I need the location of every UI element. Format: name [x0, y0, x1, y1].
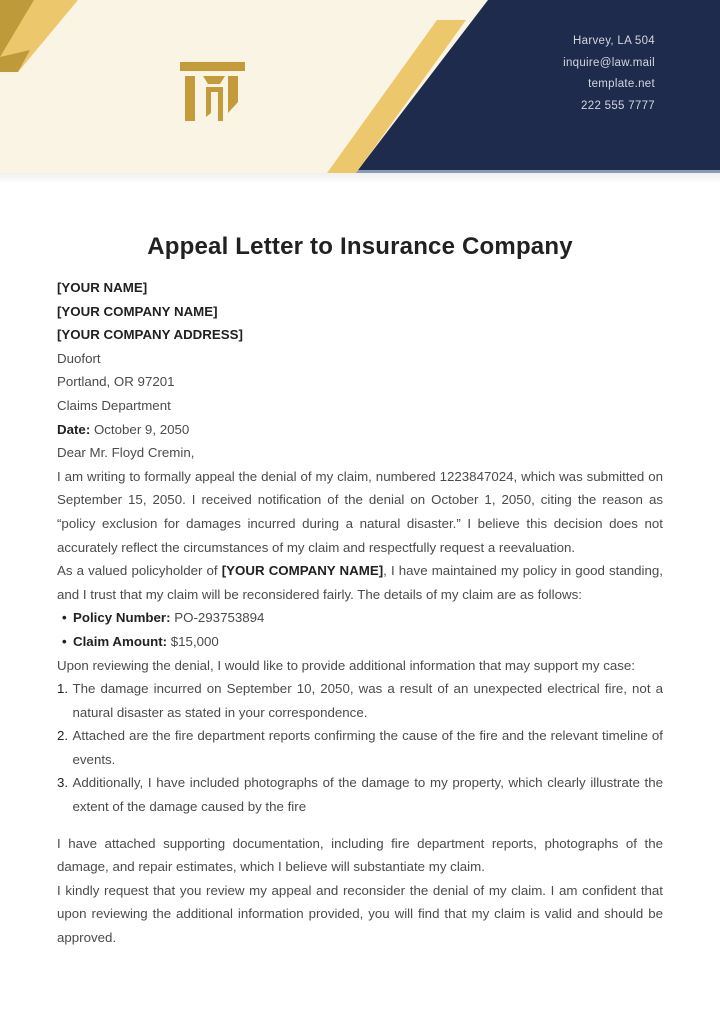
- text: Additionally, I have included photographs of the damage to my property, which clearly illustrate the extent of the damage caused by the fire: [72, 775, 663, 815]
- text: The damage incurred on September 10, 2050, was a result of an unexpected electrical fire, not a natural disaster as stated in your correspondence.: [72, 681, 663, 720]
- header-bottom-edge: [354, 170, 720, 173]
- bold-text: [YOUR COMPANY NAME]: [57, 303, 218, 319]
- address-line: [57, 323, 663, 347]
- text: $15,000: [167, 633, 219, 649]
- text: October 9, 2050: [90, 421, 190, 437]
- address-line: [57, 370, 663, 394]
- text: I am writing to formally appeal the denial of my claim, numbered 1223847024, which was submitted on September 15, 2050. I received notification of the denial on October 1, 2050, citing the reason as “policy exclusion for damages incurred during a natural disaster.” I believe this decision does not accurately reflect the circumstances of my claim and respectfully request a reevaluation.: [57, 468, 663, 555]
- bullet-item: [57, 606, 663, 630]
- letter-body: [57, 276, 663, 950]
- documentation-paragraph: [57, 832, 663, 879]
- item-number: 2.: [57, 728, 69, 744]
- address-block: [57, 276, 663, 465]
- contact-line: inquire@law.mail: [563, 56, 655, 69]
- address-line: [57, 418, 663, 442]
- additional-info-intro: [57, 654, 663, 678]
- address-line: [57, 300, 663, 324]
- closing-paragraph: [57, 879, 663, 950]
- contact-block: [563, 31, 655, 118]
- item-number: 3.: [57, 775, 69, 791]
- policyholder-paragraph: [57, 559, 663, 606]
- address-line: [57, 347, 663, 371]
- text: I kindly request that you review my appeal and reconsider the denial of my claim. I am confident that upon reviewing the additional information provided, you will find that my claim is valid and should be approved.: [57, 882, 663, 946]
- contact-line: 222 555 7777: [581, 100, 655, 113]
- address-line: [57, 276, 663, 300]
- text: Upon reviewing the denial, I would like to provide additional information that may support my case:: [57, 657, 635, 673]
- text: Duofort: [57, 350, 101, 366]
- bold-text: [YOUR NAME]: [57, 280, 148, 295]
- letterhead: [0, 0, 720, 173]
- text: Claims Department: [57, 397, 171, 413]
- text: As a valued policyholder of: [57, 563, 222, 579]
- text: I have attached supporting documentation, including fire department reports, photographs of the damage, and repair estimates, which I believe will substantiate my claim.: [57, 835, 663, 875]
- text: Attached are the fire department reports confirming the cause of the fire and the relevant timeline of events.: [72, 728, 663, 767]
- text: , I have maintained my policy in good standing, and I trust that my claim will be reconsidered fairly. The details of my claim are as follows:: [57, 563, 663, 602]
- bullet-dot: •: [62, 610, 67, 626]
- numbered-item: [57, 677, 663, 724]
- bold-text: Policy Number:: [73, 610, 171, 626]
- pillar-logo-icon: [179, 58, 247, 123]
- bold-text: Date:: [57, 421, 91, 437]
- header-shadow: [0, 173, 720, 187]
- page-title: Appeal Letter to Insurance Company: [147, 233, 573, 260]
- bullet-item: [57, 630, 663, 654]
- item-number: 1.: [57, 681, 69, 697]
- claim-details-list: [57, 606, 663, 653]
- text: PO-293753894: [170, 610, 265, 626]
- numbered-item: [57, 724, 663, 771]
- bold-text: [YOUR COMPANY ADDRESS]: [57, 327, 243, 343]
- bullet-dot: •: [62, 633, 67, 649]
- numbered-item: [57, 771, 663, 818]
- supporting-points-list: [57, 677, 663, 819]
- text: Dear Mr. Floyd Cremin,: [57, 445, 195, 461]
- bold-text: [YOUR COMPANY NAME]: [221, 563, 384, 579]
- text: Portland, OR 97201: [57, 374, 175, 390]
- bold-text: Claim Amount:: [73, 633, 168, 649]
- contact-line: template.net: [588, 78, 655, 91]
- contact-line: Harvey, LA 504: [573, 35, 655, 47]
- address-line: [57, 441, 663, 465]
- address-line: [57, 394, 663, 418]
- appeal-paragraph: [57, 465, 663, 559]
